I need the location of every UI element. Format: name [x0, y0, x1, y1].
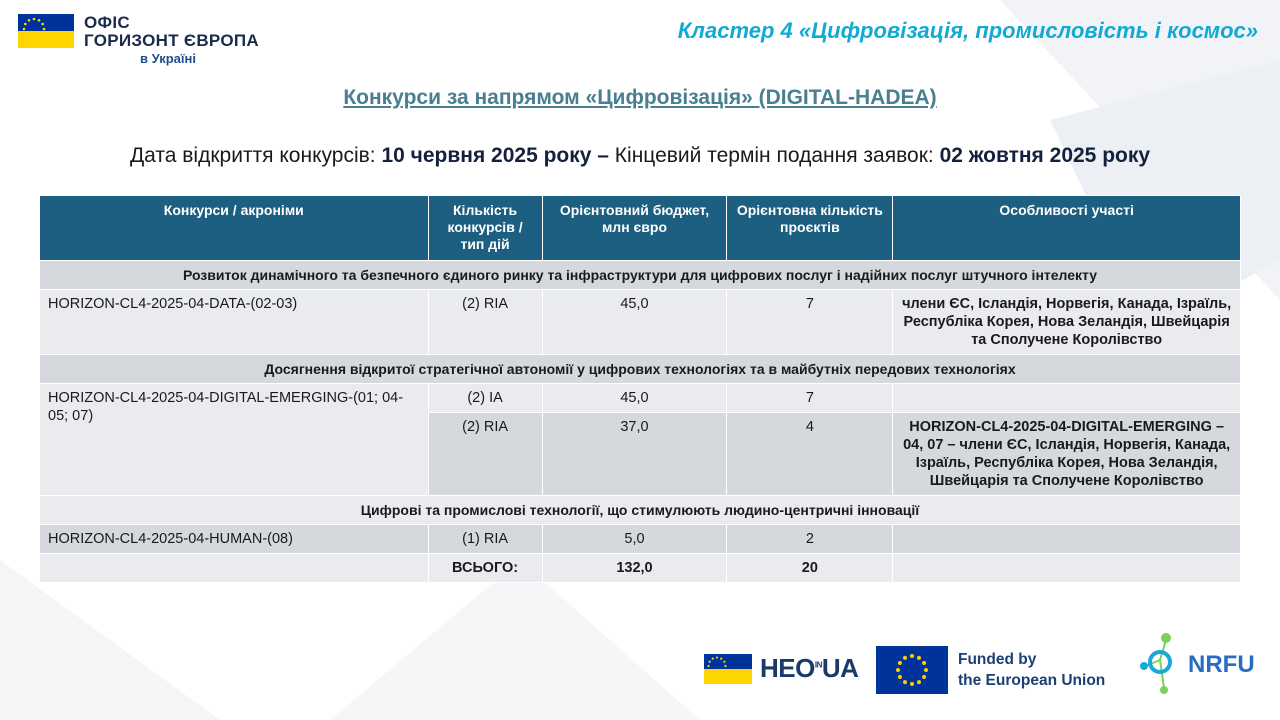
horizon-europe-office-logo	[18, 14, 259, 68]
eu-line-1: Funded by	[958, 651, 1037, 668]
header-projects: Орієнтовна кількість проєктів	[727, 196, 893, 261]
cell-budget: 5,0	[542, 525, 727, 554]
cell-acronym: HORIZON-CL4-2025-04-DIGITAL-EMERGING-(01; 04-05; 07)	[40, 384, 429, 496]
header-acronyms: Конкурси / акроніми	[40, 196, 429, 261]
nrfu-logo	[1138, 630, 1255, 700]
call-dates	[0, 144, 1280, 168]
cell-type: (2) RIA	[428, 290, 542, 355]
heo-ua-logo	[704, 653, 858, 684]
open-date-label: Дата відкриття конкурсів:	[129, 144, 382, 167]
group-title-1: Розвиток динамічного та безпечного єдиного ринку та інфраструктури для цифрових послуг і надійних послуг штучного інтелекту	[40, 261, 1241, 290]
section-title: Конкурси за напрямом «Цифровізація» (DIGITAL-HADEA)	[343, 86, 937, 109]
cell-acronym: HORIZON-CL4-2025-04-DATA-(02-03)	[40, 290, 429, 355]
header-type: Кількість конкурсів / тип дій	[428, 196, 542, 261]
total-budget: 132,0	[542, 554, 727, 583]
table-row	[40, 290, 1241, 355]
nrfu-text: NRFU	[1188, 651, 1255, 678]
table-group-row	[40, 496, 1241, 525]
table-header-row	[40, 196, 1241, 261]
table-group-row	[40, 355, 1241, 384]
cell-budget: 45,0	[542, 384, 727, 413]
logo-line-3: в Україні	[140, 51, 196, 66]
group-title-2: Досягнення відкритої стратегічної автономії у цифрових технологіях та в майбутніх передових технологіях	[40, 355, 1241, 384]
eu-ukraine-flag-icon	[704, 654, 752, 684]
total-projects: 20	[727, 554, 893, 583]
cell-type: (2) RIA	[428, 413, 542, 496]
cell-projects: 7	[727, 384, 893, 413]
date-dash: –	[591, 144, 615, 167]
cell-projects: 2	[727, 525, 893, 554]
cell-budget: 37,0	[542, 413, 727, 496]
heo-text: HEO	[760, 653, 815, 683]
table-row	[40, 384, 1241, 413]
cell-type: (2) IA	[428, 384, 542, 413]
funded-by-eu-logo	[876, 646, 1105, 694]
header-features: Особливості участі	[893, 196, 1241, 261]
eu-flag-icon	[876, 646, 948, 694]
open-date-value: 10 червня 2025 року	[381, 144, 592, 167]
deadline-label: Кінцевий термін подання заявок:	[614, 144, 940, 167]
table-row	[40, 525, 1241, 554]
cell-features: HORIZON-CL4-2025-04-DIGITAL-EMERGING – 04, 07 – члени ЄС, Ісландія, Норвегія, Канада, Ізраїль, Республіка Корея, Нова Зеландія, Швейцарія та Сполучене Королівство	[893, 413, 1241, 496]
eu-line-2: the European Union	[958, 672, 1106, 689]
cell-projects: 7	[727, 290, 893, 355]
calls-table	[39, 195, 1241, 583]
molecule-icon	[1138, 630, 1184, 700]
table-group-row	[40, 261, 1241, 290]
cluster-title: Кластер 4 «Цифровізація, промисловість і космос»	[677, 18, 1258, 43]
heo-ua-text: UA	[821, 653, 859, 683]
table-total-row	[40, 554, 1241, 583]
cell-acronym: HORIZON-CL4-2025-04-HUMAN-(08)	[40, 525, 429, 554]
deadline-value: 02 жовтня 2025 року	[939, 144, 1151, 167]
cell-projects: 4	[727, 413, 893, 496]
logo-line-1: ОФІС	[84, 13, 130, 32]
header-budget: Орієнтовний бюджет, млн євро	[542, 196, 727, 261]
cell-features	[893, 384, 1241, 413]
cell-features	[893, 525, 1241, 554]
cell-budget: 45,0	[542, 290, 727, 355]
total-label: ВСЬОГО:	[428, 554, 542, 583]
cell-type: (1) RIA	[428, 525, 542, 554]
logo-line-2: ГОРИЗОНТ ЄВРОПА	[84, 31, 259, 50]
cell-features: члени ЄС, Ісландія, Норвегія, Канада, Ізраїль, Республіка Корея, Нова Зеландія, Швейцарія та Сполучене Королівство	[893, 290, 1241, 355]
group-title-3: Цифрові та промислові технології, що стимулюють людино-центричні інновації	[40, 496, 1241, 525]
heo-in-text: IN	[814, 660, 822, 670]
eu-ukraine-flag-icon	[18, 14, 74, 48]
